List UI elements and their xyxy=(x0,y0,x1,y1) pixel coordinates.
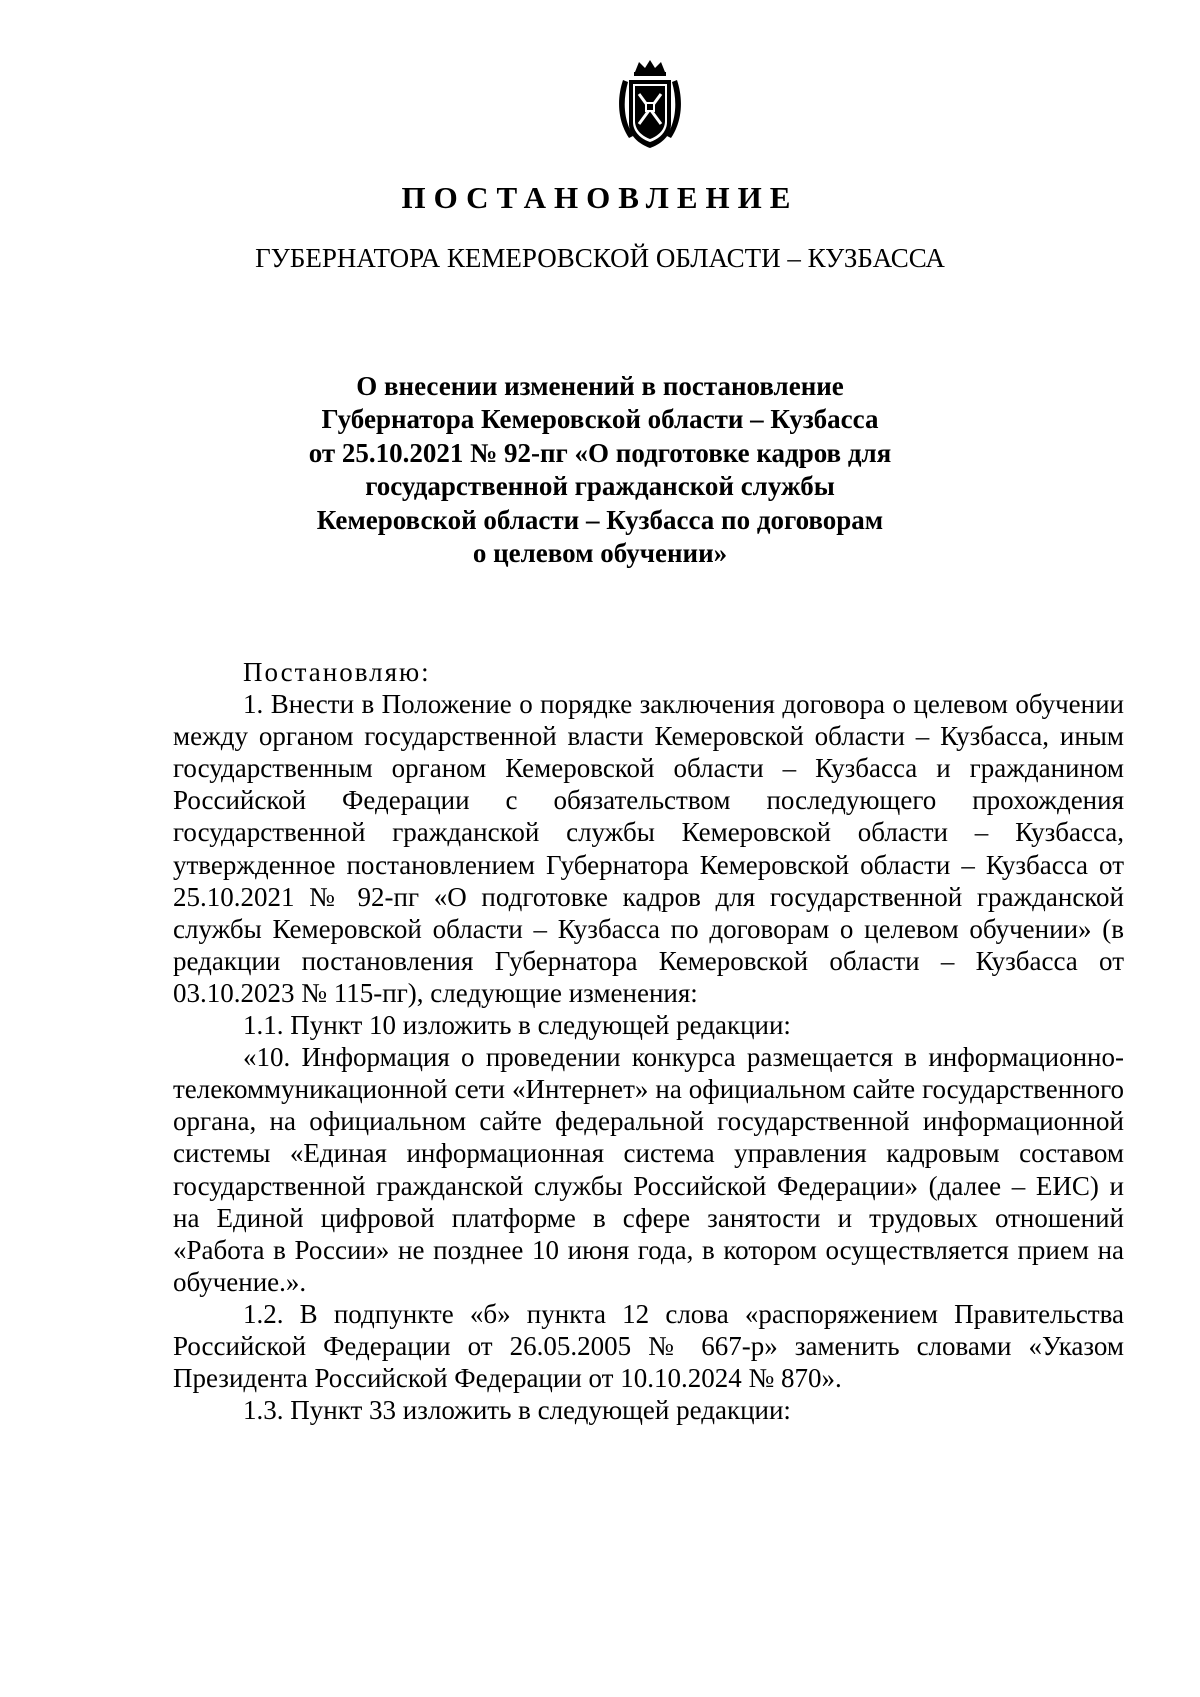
issuer-line: ГУБЕРНАТОРА КЕМЕРОВСКОЙ ОБЛАСТИ – КУЗБАССА xyxy=(255,243,945,273)
subject-line: о целевом обучении» xyxy=(472,538,728,569)
document-type-title: ПОСТАНОВЛЕНИЕ xyxy=(401,180,799,215)
paragraph-1-3: 1.3. Пункт 33 изложить в следующей редакции: xyxy=(243,1395,791,1426)
subject-line: О внесении изменений в постановление xyxy=(356,371,844,401)
paragraph-1: 1. Внести в Положение о порядке заключения договора о целевом обучении между органом государственной власти Кемеровской области – Кузбасса, иным государственным органом Кемеровской области – Кузбасса и гражданином Российской Федерации с обязательством последующего прохождения государственной гражданской службы Кемеровской области – Кузбасса, утвержденное постановлением Губернатора Кемеровской области – Кузбасса от 25.10.2021 № 92-пг «О подготовке кадров для государственной гражданской службы Кемеровской области – Кузбасса по договорам о целевом обучении» (в редакции постановления Губернатора Кемеровской области – Кузбасса от 03.10.2023 № 115-пг), следующие изменения: xyxy=(173,689,1124,1008)
subject-heading xyxy=(300,370,900,570)
subject-line: государственной гражданской службы xyxy=(365,471,835,502)
subject-line: Кемеровской области – Кузбасса по договорам xyxy=(316,504,884,535)
paragraph-1-2: 1.2. В подпункте «б» пункта 12 слова «распоряжением Правительства Российской Федерации от 26.05.2005 № 667-р» заменить словами «Указом Президента Российской Федерации от 10.10.2024 № 870». xyxy=(173,1298,1124,1394)
decree-word: Постановляю: xyxy=(243,657,431,687)
document-body xyxy=(173,656,1124,1426)
subject-line: от 25.10.2021 № 92-пг «О подготовке кадров для xyxy=(308,437,892,468)
paragraph-1-1: 1.1. Пункт 10 изложить в следующей редакции: xyxy=(243,1010,791,1041)
paragraph-10-quote: «10. Информация о проведении конкурса размещается в информационно-телекоммуникационной сети «Интернет» на официальном сайте государственного органа, на официальном сайте федеральной государственной информационной системы «Единая информационная система управления кадровым составом государственной гражданской службы Российской Федерации» (далее – ЕИС) и на Единой цифровой платформе в сфере занятости и трудовых отношений «Работа в России» не позднее 10 июня года, в котором осуществляется прием на обучение.». xyxy=(173,1042,1124,1297)
subject-line: Губернатора Кемеровской области – Кузбасса xyxy=(321,404,879,435)
coat-of-arms-icon xyxy=(615,58,685,150)
